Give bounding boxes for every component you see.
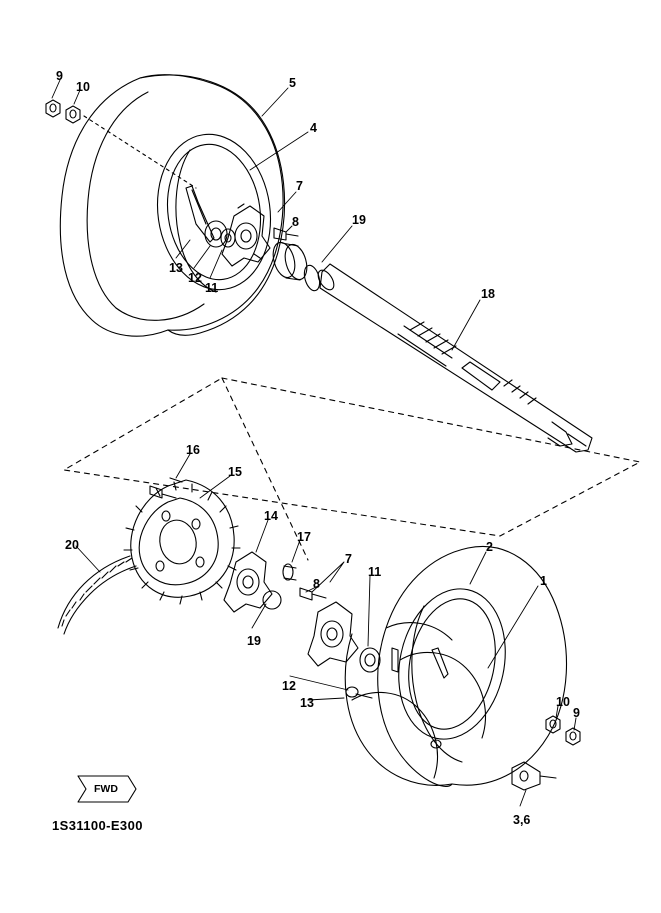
callout-18[interactable]: 18 — [481, 287, 495, 301]
upper-nuts — [46, 100, 80, 123]
callout-1[interactable]: 1 — [540, 574, 547, 588]
reference-plane — [64, 378, 640, 536]
callout-4[interactable]: 4 — [310, 121, 317, 135]
callout-17[interactable]: 17 — [297, 530, 311, 544]
callout-7-upper[interactable]: 7 — [296, 179, 303, 193]
lower-hub-washers — [346, 648, 398, 698]
callout-19-upper[interactable]: 19 — [352, 213, 366, 227]
callout-10-upper[interactable]: 10 — [76, 80, 90, 94]
lower-tire-outline — [345, 546, 566, 786]
upper-tire-outline — [60, 75, 284, 337]
callout-19-lower[interactable]: 19 — [247, 634, 261, 648]
upper-wheel-rim — [148, 127, 281, 297]
callout-12-lower[interactable]: 12 — [282, 679, 296, 693]
drive-chain — [58, 556, 136, 634]
upper-bolt-8 — [274, 228, 298, 240]
callout-7-lower[interactable]: 7 — [345, 552, 352, 566]
callout-11-upper[interactable]: 11 — [205, 281, 219, 295]
callout-20[interactable]: 20 — [65, 538, 79, 552]
callout-11-lower[interactable]: 11 — [368, 565, 382, 579]
lower-hub-plate — [308, 602, 358, 666]
callout-9-lower[interactable]: 9 — [573, 706, 580, 720]
callout-12-upper[interactable]: 12 — [188, 271, 202, 285]
callout-16[interactable]: 16 — [186, 443, 200, 457]
upper-hub-carrier — [222, 204, 270, 266]
callout-10-lower[interactable]: 10 — [556, 695, 570, 709]
callout-9-upper[interactable]: 9 — [56, 69, 63, 83]
fwd-direction-label: FWD — [94, 783, 118, 795]
callout-15[interactable]: 15 — [228, 465, 242, 479]
leader-lines — [52, 80, 576, 806]
lower-axle-bolt — [512, 762, 556, 790]
callout-13-lower[interactable]: 13 — [300, 696, 314, 710]
callout-8-lower[interactable]: 8 — [313, 577, 320, 591]
lower-wheel-rim — [385, 579, 518, 762]
rear-axle-shaft — [315, 264, 592, 452]
callout-8-upper[interactable]: 8 — [292, 215, 299, 229]
part-code-label: 1S31100-E300 — [52, 818, 143, 833]
callout-5[interactable]: 5 — [289, 76, 296, 90]
callout-3-6[interactable]: 3,6 — [513, 813, 531, 827]
upper-hub-washers — [205, 221, 235, 247]
callout-14[interactable]: 14 — [264, 509, 278, 523]
callout-13-upper[interactable]: 13 — [169, 261, 183, 275]
callout-2[interactable]: 2 — [486, 540, 493, 554]
driven-sprocket — [124, 480, 240, 604]
